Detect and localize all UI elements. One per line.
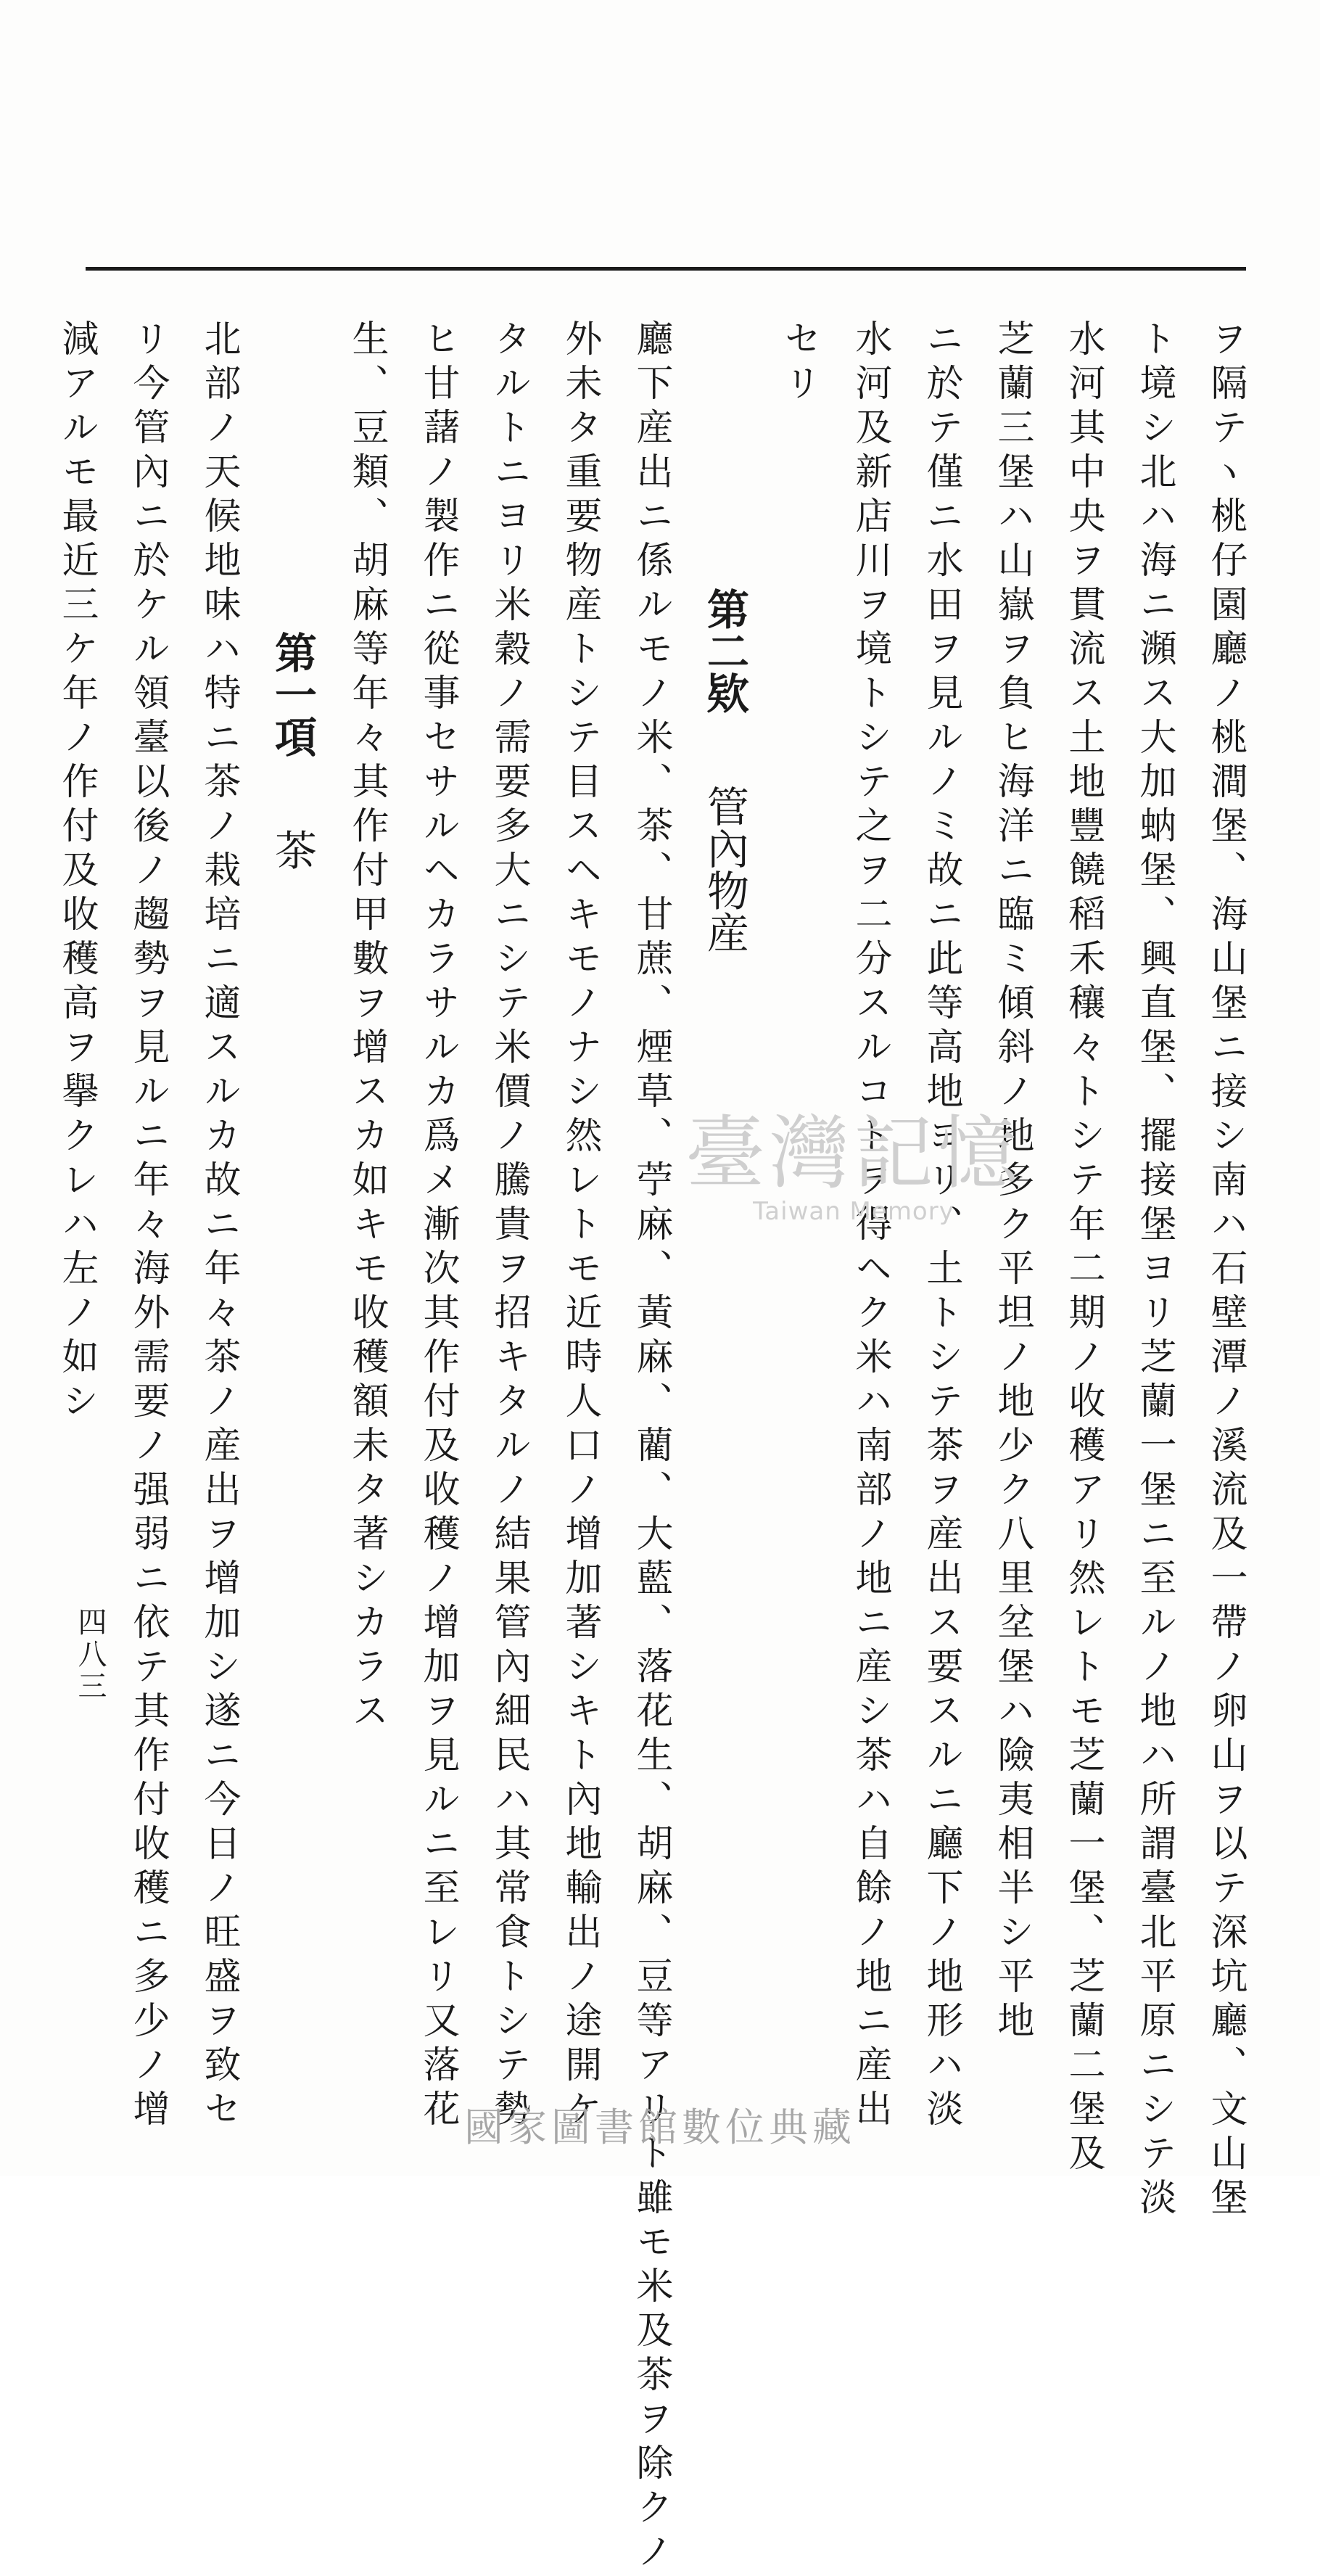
section-heading-kou bbox=[268, 319, 317, 1951]
text-column: 水河其中央ヲ貫流ス土地豐饒稻禾穰々トシテ年二期ノ收穫アリ然レトモ芝蘭一堡、芝蘭二堡及 bbox=[1062, 319, 1105, 2178]
heading-title: 管內物産 bbox=[700, 785, 749, 953]
text-column: タルトニヨリ米穀ノ需要多大ニシテ米價ノ騰貴ヲ招キタルノ結果管內細民ハ其常食トシテ勢 bbox=[487, 319, 530, 2133]
footer-credit: 國家圖書館數位典藏 bbox=[464, 2104, 856, 2150]
top-rule bbox=[86, 267, 1246, 271]
text-column: 水河及新店川ヲ境トシテ之ヲ二分スルコトヲ得ヘク米ハ南部ノ地ニ産シ茶ハ自餘ノ地ニ産出 bbox=[849, 319, 891, 2133]
heading-number: 第二欵 bbox=[700, 588, 749, 714]
heading-number: 第一項 bbox=[268, 631, 317, 757]
text-column: 減アルモ最近三ケ年ノ作付及收穫高ヲ擧クレハ左ノ如シ bbox=[55, 319, 98, 1425]
heading-title: 茶 bbox=[268, 828, 317, 871]
text-column: 廳下産出ニ係ルモノ米、茶、甘蔗、煙草、苧麻、黃麻、藺、大藍、落花生、胡麻、豆等アリト雖モ米及茶ヲ除クノ bbox=[630, 319, 672, 2576]
text-column: 北部ノ天候地味ハ特ニ茶ノ栽培ニ適スルカ故ニ年々茶ノ産出ヲ增加シ遂ニ今日ノ旺盛ヲ致セ bbox=[197, 319, 240, 2133]
text-column: 芝蘭三堡ハ山嶽ヲ負ヒ海洋ニ臨ミ傾斜ノ地多ク平坦ノ地少ク八里坌堡ハ險夷相半シ平地 bbox=[991, 319, 1034, 2045]
text-column: ニ於テ僅ニ水田ヲ見ルノミ故ニ此等高地ヨリ、土トシテ茶ヲ産出ス要スルニ廳下ノ地形ハ淡 bbox=[920, 319, 962, 2133]
text-column: 外未タ重要物産トシテ目スヘキモノナシ然レトモ近時人口ノ增加著シキト內地輸出ノ途開ケ bbox=[558, 319, 601, 2133]
text-column: ト境シ北ハ海ニ瀕ス大加蚋堡、興直堡、擺接堡ヨリ芝蘭一堡ニ至ルノ地ハ所謂臺北平原ニシテ淡 bbox=[1133, 319, 1176, 2222]
text-column: セリ bbox=[777, 319, 820, 408]
text-column: 生、豆類、胡麻等年々其作付甲數ヲ增スカ如キモ收穫額未タ著シカラス bbox=[345, 319, 388, 1735]
text-column: ヲ隔テヽ桃仔園廳ノ桃澗堡、海山堡ニ接シ南ハ石壁潭ノ溪流及一帶ノ卵山ヲ以テ深坑廳、文山堡 bbox=[1204, 319, 1247, 2222]
watermark-english: Taiwan Memory bbox=[753, 1197, 954, 1226]
text-column: ヒ甘藷ノ製作ニ從事セサルヘカラサルカ爲メ漸次其作付及收穫ノ增加ヲ見ルニ至レリ又落花 bbox=[416, 319, 459, 2133]
page-number: 四八三 bbox=[73, 1607, 107, 1703]
text-column: リ今管內ニ於ケル領臺以後ノ趨勢ヲ見ルニ年々海外需要ノ强弱ニ依テ其作付收穫ニ多少ノ增 bbox=[126, 319, 169, 2133]
watermark bbox=[685, 1107, 1022, 1226]
watermark-chinese: 臺灣記憶 bbox=[685, 1107, 1022, 1200]
